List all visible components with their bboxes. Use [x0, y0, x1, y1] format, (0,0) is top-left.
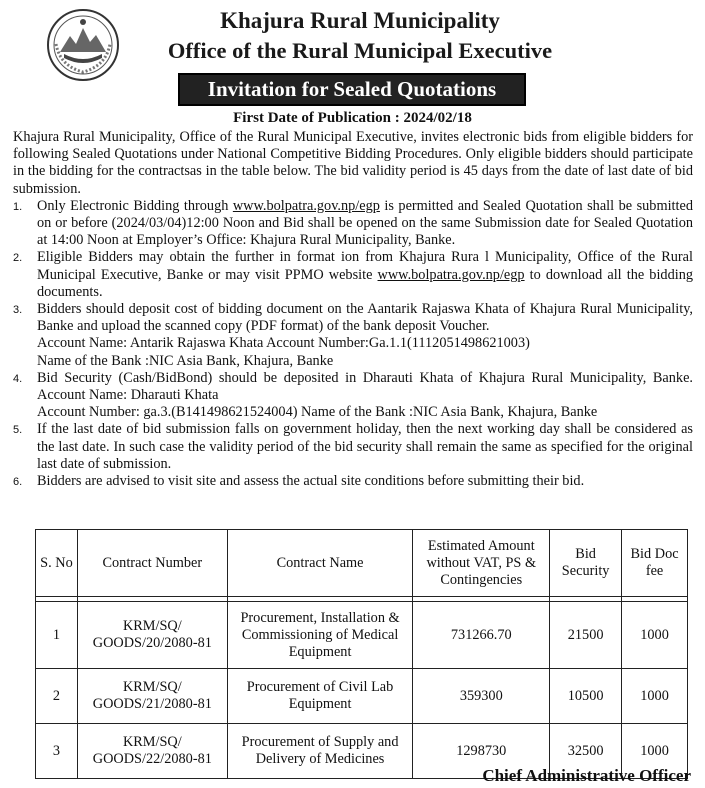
- cell-doc-fee: 1000: [622, 602, 688, 669]
- clause-number: 4.: [13, 372, 23, 385]
- header-estimated-amount: Estimated Amount without VAT, PS & Contingencies: [413, 530, 550, 597]
- clause-item: [13, 301, 693, 370]
- table-header-row: [36, 530, 688, 597]
- cell-estimated-amount: 359300: [413, 669, 550, 724]
- clause-number: 6.: [13, 476, 23, 489]
- cell-contract-name: Procurement, Installation & Commissioning of Medical Equipment: [227, 602, 413, 669]
- clause-text: Bidders should deposit cost of bidding document on the Aantarik Rajaswa Khata of Khajura Rural Municipality, Banke and upload the scanned copy (PDF format) of the bank deposit Voucher.: [37, 301, 693, 335]
- clause-list: [13, 198, 693, 490]
- header-sn: S. No: [36, 530, 78, 597]
- clause-number: 3.: [13, 304, 23, 317]
- clause-item: [13, 198, 693, 250]
- cell-estimated-amount: 1298730: [413, 724, 550, 779]
- bank-line: Name of the Bank :NIC Asia Bank, Khajura, Banke: [37, 352, 334, 369]
- cell-sn: 1: [36, 602, 78, 669]
- intro-paragraph: Khajura Rural Municipality, Office of the Rural Municipal Executive, invites electronic bids from eligible bidders for following Sealed Quotations under National Competitive Bidding Procedures. Only eligible bidders should participate in the bidding for the contractsas in the table below. The bid validity period is 45 days from the date of last date of bid submission.: [13, 129, 693, 197]
- table-row: [36, 602, 688, 669]
- egp-link[interactable]: www.bolpatra.gov.np/egp: [232, 197, 380, 214]
- clause-text: Bidders are advised to visit site and assess the actual site conditions before submitting their bid.: [37, 473, 585, 490]
- clause-text: If the last date of bid submission falls on government holiday, then the next working day shall be considered as the last date. In such case the validity period of the bid security shall remain the same as specified for the original last date of submission.: [37, 421, 693, 472]
- account-line: Account Name: Antarik Rajaswa Khata Account Number:Ga.1.1(1112051498621003): [37, 335, 530, 352]
- table-row: [36, 669, 688, 724]
- cell-sn: 3: [36, 724, 78, 779]
- municipality-title: Khajura Rural Municipality: [220, 8, 500, 33]
- notice-body: [13, 129, 693, 490]
- publication-date: First Date of Publication : 2024/02/18: [233, 110, 472, 126]
- egp-link[interactable]: www.bolpatra.gov.np/egp: [377, 266, 525, 283]
- cell-bid-security: 21500: [550, 602, 622, 669]
- clause-item: [13, 421, 693, 473]
- cell-doc-fee: 1000: [622, 724, 688, 779]
- clause-text: is permitted and Sealed Quotation shall be submitted on or before (2024/03/04)12:00 Noon and Bid shall be opened on the same Submission date for Sealed Quotation at 14:00 Noon at Employer’s Office: Khajura Rural Municipality, Banke.: [37, 197, 693, 249]
- header-contract-name: Contract Name: [227, 530, 413, 597]
- cell-contract-number: KRM/SQ/ GOODS/21/2080-81: [77, 669, 227, 724]
- clause-text: to download all the bidding documents.: [37, 266, 693, 300]
- clause-text: Only Electronic Bidding through: [37, 197, 233, 214]
- cell-doc-fee: 1000: [622, 669, 688, 724]
- header-doc-fee: Bid Doc fee: [622, 530, 688, 597]
- cell-estimated-amount: 731266.70: [413, 602, 550, 669]
- clause-number: 5.: [13, 424, 23, 437]
- clause-number: 2.: [13, 252, 23, 265]
- clause-item: [13, 473, 693, 490]
- signatory-title: Chief Administrative Officer: [482, 766, 691, 785]
- clause-number: 1.: [13, 200, 23, 213]
- clause-text: Eligible Bidders may obtain the further in format ion from Khajura Rura l Municipality, Office of the Rural Municipal Executive, Banke or may visit PPMO website: [37, 249, 693, 283]
- government-emblem-icon: [46, 8, 120, 82]
- cell-bid-security: 32500: [550, 724, 622, 779]
- notice-banner: Invitation for Sealed Quotations: [178, 73, 526, 106]
- cell-contract-number: KRM/SQ/ GOODS/22/2080-81: [77, 724, 227, 779]
- clause-text: Bid Security (Cash/BidBond) should be deposited in Dharauti Khata of Khajura Rural Municipality, Banke. Account Name: Dharauti Khata: [37, 369, 693, 404]
- cell-bid-security: 10500: [550, 669, 622, 724]
- header-bid-security: Bid Security: [550, 530, 622, 597]
- cell-contract-name: Procurement of Civil Lab Equipment: [227, 669, 413, 724]
- header-contract-number: Contract Number: [77, 530, 227, 597]
- clause-item: [13, 249, 693, 301]
- office-title: Office of the Rural Municipal Executive: [167, 38, 553, 63]
- cell-contract-number: KRM/SQ/ GOODS/20/2080-81: [77, 602, 227, 669]
- clause-item: [13, 370, 693, 422]
- cell-sn: 2: [36, 669, 78, 724]
- contracts-table: [35, 529, 688, 779]
- cell-contract-name: Procurement of Supply and Delivery of Medicines: [227, 724, 413, 779]
- account-line: Account Number: ga.3.(B141498621524004) Name of the Bank :NIC Asia Bank, Khajura, Banke: [37, 404, 598, 421]
